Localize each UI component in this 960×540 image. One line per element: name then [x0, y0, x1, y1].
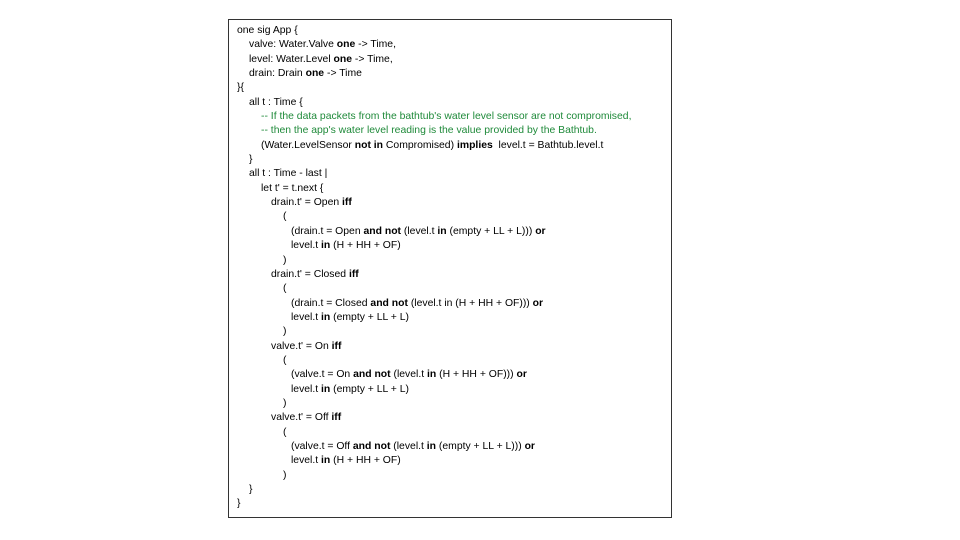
code-keyword: or: [535, 225, 546, 237]
code-keyword: one: [336, 39, 356, 51]
code-text: drain: Drain: [249, 68, 306, 80]
code-text: }{: [237, 82, 244, 94]
code-comment-line: [237, 110, 631, 124]
code-text: let t' = t.next {: [261, 182, 324, 194]
code-text: (valve.t = Off: [291, 440, 353, 452]
code-text: ): [283, 397, 287, 409]
code-text: ): [283, 254, 287, 266]
code-line: [237, 225, 631, 239]
code-text: (level.t: [401, 225, 438, 237]
code-text: valve: Water.Valve: [249, 39, 337, 51]
code-line: [237, 297, 631, 311]
code-text: ): [283, 469, 287, 481]
code-text: (level.t: [390, 440, 427, 452]
code-line: [237, 340, 631, 354]
code-text: valve.t' = Off: [271, 412, 332, 424]
code-text: -- If the data packets from the bathtub's water level sensor are not compromised,: [261, 111, 632, 123]
code-listing-box: [228, 19, 672, 518]
code-text: -- then the app's water level reading is the value provided by the Bathtub.: [261, 125, 597, 137]
code-keyword: or: [532, 297, 544, 309]
code-line: [237, 210, 631, 224]
code-keyword: or: [524, 440, 535, 452]
code-line: [237, 81, 631, 95]
code-listing: [237, 24, 631, 512]
code-line: [237, 24, 631, 38]
code-keyword: one: [305, 68, 325, 80]
code-text: -> Time,: [355, 39, 396, 51]
code-line: [237, 254, 631, 268]
code-text: (empty + LL + L): [330, 383, 410, 395]
code-text: one sig App {: [237, 25, 298, 36]
code-line: [237, 354, 631, 368]
code-line: [237, 167, 631, 181]
code-line: [237, 182, 631, 196]
code-text: Compromised): [383, 139, 457, 151]
code-text: (H + HH + OF): [330, 240, 401, 252]
code-comment-line: [237, 124, 631, 138]
code-text: (level.t: [390, 369, 427, 381]
code-text: level.t: [291, 311, 322, 323]
code-keyword: in: [321, 455, 331, 467]
code-line: [237, 411, 631, 425]
code-text: level: Water.Level: [249, 53, 334, 65]
code-keyword: implies: [456, 139, 493, 151]
code-text: level.t: [291, 383, 322, 395]
code-line: [237, 497, 631, 511]
code-keyword: iff: [348, 268, 359, 280]
code-line: [237, 397, 631, 411]
code-line: [237, 38, 631, 52]
code-text: (empty + LL + L))): [446, 225, 536, 237]
code-keyword: in: [321, 240, 331, 252]
code-keyword: in: [321, 383, 331, 395]
code-keyword: in: [427, 369, 437, 381]
code-text: (: [283, 426, 287, 438]
code-text: (drain.t = Open: [291, 225, 364, 237]
code-line: [237, 368, 631, 382]
code-line: [237, 67, 631, 81]
code-text: (: [283, 354, 287, 366]
code-keyword: iff: [331, 340, 342, 352]
code-text: (empty + LL + L))): [436, 440, 525, 452]
code-line: [237, 282, 631, 296]
code-text: all t : Time {: [249, 96, 303, 108]
code-line: [237, 96, 631, 110]
code-text: }: [249, 484, 253, 495]
code-text: ): [283, 326, 287, 338]
code-line: [237, 239, 631, 253]
code-keyword: not in: [354, 139, 384, 151]
code-text: }: [249, 154, 253, 166]
code-keyword: in: [321, 311, 331, 323]
code-text: }: [237, 498, 241, 510]
code-text: all t : Time - last |: [249, 168, 328, 180]
code-line: [237, 196, 631, 210]
code-line: [237, 454, 631, 468]
code-keyword: iff: [331, 412, 342, 424]
code-text: (: [283, 283, 287, 295]
code-line: [237, 53, 631, 67]
code-text: (empty + LL + L): [330, 311, 410, 323]
code-text: (Water.LevelSensor: [261, 139, 355, 151]
code-line: [237, 469, 631, 483]
code-text: drain.t' = Open: [271, 197, 343, 209]
code-text: (drain.t = Closed: [291, 297, 371, 309]
code-text: (level.t in (H + HH + OF))): [407, 297, 533, 309]
code-line: [237, 426, 631, 440]
code-line: [237, 139, 631, 153]
code-line: [237, 440, 631, 454]
code-keyword: one: [333, 53, 352, 65]
code-keyword: and not: [353, 369, 391, 381]
code-text: level.t = Bathtub.level.t: [492, 139, 604, 151]
code-line: [237, 383, 631, 397]
code-text: (H + HH + OF): [330, 455, 401, 467]
code-text: valve.t' = On: [271, 340, 332, 352]
code-text: drain.t' = Closed: [271, 268, 349, 280]
code-line: [237, 311, 631, 325]
code-keyword: or: [516, 369, 527, 381]
code-text: -> Time,: [352, 53, 393, 65]
code-text: -> Time: [324, 68, 362, 80]
code-line: [237, 268, 631, 282]
code-line: [237, 483, 631, 497]
code-line: [237, 153, 631, 167]
code-keyword: iff: [342, 197, 352, 209]
code-text: level.t: [291, 455, 322, 467]
code-text: (valve.t = On: [291, 369, 354, 381]
code-keyword: in: [437, 225, 447, 237]
code-line: [237, 325, 631, 339]
code-keyword: and not: [352, 440, 391, 452]
code-keyword: and not: [363, 225, 402, 237]
code-text: (H + HH + OF))): [436, 369, 517, 381]
code-text: (: [283, 211, 287, 223]
code-keyword: and not: [370, 297, 408, 309]
code-text: level.t: [291, 240, 322, 252]
code-keyword: in: [426, 440, 437, 452]
